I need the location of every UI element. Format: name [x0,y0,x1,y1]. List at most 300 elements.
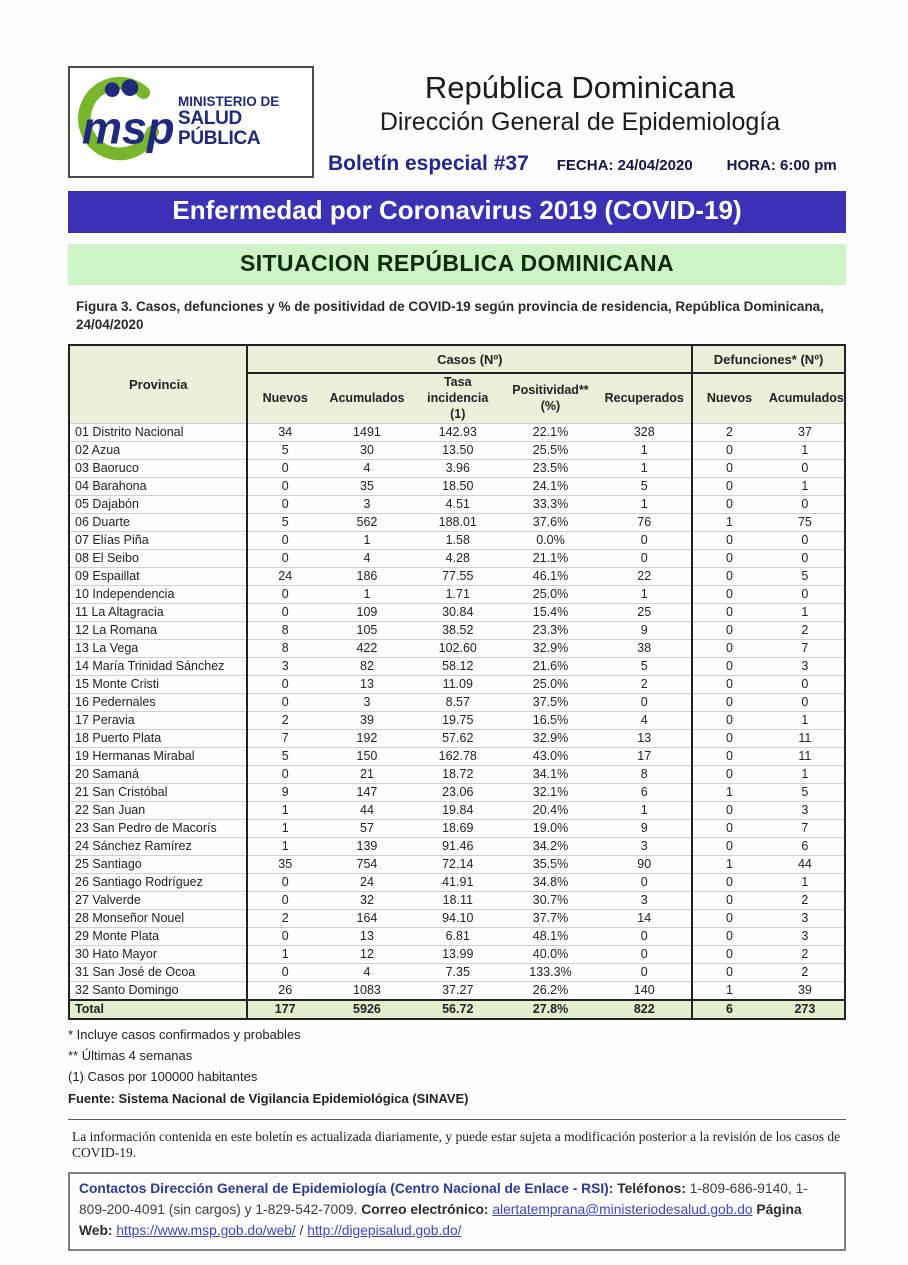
bulletin-date: FECHA: 24/04/2020 [556,157,693,174]
value-cell: 5 [597,658,692,676]
value-cell: 1 [692,856,766,874]
value-cell: 0 [597,550,692,568]
value-cell: 7 [766,640,845,658]
value-cell: 177 [247,1000,321,1019]
value-cell: 11 [766,748,845,766]
department-title: Dirección General de Epidemiología [379,108,781,136]
table-row [69,586,845,604]
value-cell: 57.62 [412,730,504,748]
value-cell: 34 [247,424,321,442]
value-cell: 94.10 [412,910,504,928]
value-cell: 27.8% [504,1000,598,1019]
web-link-msp[interactable]: https://www.msp.gob.do/web/ [116,1222,296,1238]
value-cell: 0 [692,874,766,892]
value-cell: 0 [692,478,766,496]
value-cell: 8 [247,640,321,658]
col-header-provincia: Provincia [69,345,247,423]
table-row [69,478,845,496]
value-cell: 6 [597,784,692,802]
province-cell: 14 María Trinidad Sánchez [69,658,247,676]
value-cell: 150 [322,748,412,766]
province-cell: 03 Baoruco [69,460,247,478]
bulletin-number: Boletín especial #37 [328,152,529,175]
value-cell: 1 [766,766,845,784]
value-cell: 0 [692,820,766,838]
value-cell: 34.2% [504,838,598,856]
value-cell: 0 [692,442,766,460]
col-header-tasa-incidencia [412,373,504,423]
value-cell: 0 [247,874,321,892]
value-cell: 13 [322,676,412,694]
value-cell: 3 [766,928,845,946]
value-cell: 25.5% [504,442,598,460]
table-row [69,694,845,712]
value-cell: 4 [322,460,412,478]
province-cell: 31 San José de Ocoa [69,964,247,982]
value-cell: 0 [247,694,321,712]
value-cell: 2 [247,910,321,928]
province-cell: 06 Duarte [69,514,247,532]
value-cell: 13 [597,730,692,748]
value-cell: 18.72 [412,766,504,784]
value-cell: 12 [322,946,412,964]
value-cell: 11.09 [412,676,504,694]
value-cell: 5 [766,784,845,802]
value-cell: 1.71 [412,586,504,604]
tasa-line2: (1) [450,406,466,421]
province-cell: 10 Independencia [69,586,247,604]
col-group-casos: Casos (Nº) [247,345,692,373]
value-cell: 5926 [322,1000,412,1019]
value-cell: 0 [692,748,766,766]
web-label: Página Web: [79,1202,802,1238]
table-row [69,838,845,856]
value-cell: 1 [692,514,766,532]
value-cell: 38.52 [412,622,504,640]
province-cell: 12 La Romana [69,622,247,640]
province-cell: 15 Monte Cristi [69,676,247,694]
province-cell: 20 Samaná [69,766,247,784]
value-cell: 24 [322,874,412,892]
value-cell: 822 [597,1000,692,1019]
value-cell: 3 [597,838,692,856]
footnote-2: ** Últimas 4 semanas [68,1048,193,1064]
value-cell: 3 [322,694,412,712]
value-cell: 11 [766,730,845,748]
value-cell: 44 [322,802,412,820]
value-cell: 0 [766,694,845,712]
value-cell: 90 [597,856,692,874]
msp-logo-icon [72,72,178,172]
value-cell: 139 [322,838,412,856]
province-cell: Total [69,1000,247,1019]
positividad-line1: Positividad** [512,383,589,398]
value-cell: 0 [247,496,321,514]
source-note: Fuente: Sistema Nacional de Vigilancia Epidemiológica (SINAVE) [68,1091,469,1107]
value-cell: 1 [766,478,845,496]
value-cell: 25 [597,604,692,622]
value-cell: 34.8% [504,874,598,892]
value-cell: 23.3% [504,622,598,640]
value-cell: 0 [247,766,321,784]
value-cell: 0 [597,928,692,946]
value-cell: 0 [597,964,692,982]
value-cell: 35.5% [504,856,598,874]
table-row [69,568,845,586]
value-cell: 2 [766,892,845,910]
bulletin-time: HORA: 6:00 pm [726,157,837,174]
table-row [69,676,845,694]
col-header-def-acumulados: Acumulados [766,373,845,423]
value-cell: 24 [247,568,321,586]
value-cell: 26 [247,982,321,1001]
value-cell: 273 [766,1000,845,1019]
value-cell: 3 [247,658,321,676]
table-row [69,532,845,550]
contacts-box [68,1172,846,1251]
value-cell: 0 [692,730,766,748]
province-cell: 11 La Altagracia [69,604,247,622]
value-cell: 41.91 [412,874,504,892]
province-cell: 07 Elías Piña [69,532,247,550]
value-cell: 0 [247,928,321,946]
value-cell: 1 [766,874,845,892]
phones-value: 1-809-686-9140, 1-809-200-4091 (sin cargos) y 1-829-542-7009. [79,1181,808,1217]
table-row [69,730,845,748]
value-cell: 19.84 [412,802,504,820]
table-row [69,748,845,766]
value-cell: 1 [766,442,845,460]
value-cell: 75 [766,514,845,532]
province-cell: 08 El Seibo [69,550,247,568]
value-cell: 0 [247,892,321,910]
value-cell: 4.28 [412,550,504,568]
table-row [69,550,845,568]
value-cell: 0 [597,946,692,964]
web-link-digepi[interactable]: http://digepisalud.gob.do/ [307,1222,462,1238]
value-cell: 48.1% [504,928,598,946]
province-cell: 13 La Vega [69,640,247,658]
value-cell: 77.55 [412,568,504,586]
value-cell: 0 [692,694,766,712]
value-cell: 0 [692,532,766,550]
value-cell: 39 [766,982,845,1001]
footnote-1: * Incluye casos confirmados y probables [68,1027,301,1043]
value-cell: 37 [766,424,845,442]
value-cell: 7 [247,730,321,748]
tasa-line1: Tasa incidencia [427,375,489,406]
table-row [69,946,845,964]
value-cell: 35 [322,478,412,496]
value-cell: 20.4% [504,802,598,820]
value-cell: 32.1% [504,784,598,802]
value-cell: 0 [692,568,766,586]
bulletin-info-row [314,152,846,176]
value-cell: 0 [597,694,692,712]
value-cell: 0 [247,604,321,622]
contacts-heading: Contactos Dirección General de Epidemiología (Centro Nacional de Enlace - RSI): [79,1181,614,1197]
col-header-positividad [504,373,598,423]
value-cell: 0 [597,532,692,550]
phones-label: Teléfonos: [617,1181,686,1197]
value-cell: 0 [692,622,766,640]
value-cell: 133.3% [504,964,598,982]
province-cell: 27 Valverde [69,892,247,910]
province-cell: 22 San Juan [69,802,247,820]
email-label: Correo electrónico: [361,1202,489,1217]
value-cell: 2 [247,712,321,730]
province-cell: 19 Hermanas Mirabal [69,748,247,766]
province-cell: 05 Dajabón [69,496,247,514]
value-cell: 0 [692,910,766,928]
value-cell: 102.60 [412,640,504,658]
table-body [69,424,845,1020]
value-cell: 0.0% [504,532,598,550]
province-cell: 25 Santiago [69,856,247,874]
province-cell: 01 Distrito Nacional [69,424,247,442]
value-cell: 164 [322,910,412,928]
province-cell: 18 Puerto Plata [69,730,247,748]
value-cell: 0 [692,640,766,658]
value-cell: 6 [692,1000,766,1019]
value-cell: 5 [247,748,321,766]
value-cell: 58.12 [412,658,504,676]
value-cell: 76 [597,514,692,532]
value-cell: 13.99 [412,946,504,964]
value-cell: 19.75 [412,712,504,730]
table-row [69,622,845,640]
value-cell: 0 [692,892,766,910]
value-cell: 15.4% [504,604,598,622]
ministry-line1: MINISTERIO DE [178,94,280,110]
value-cell: 23.5% [504,460,598,478]
value-cell: 1 [766,604,845,622]
table-row [69,928,845,946]
value-cell: 0 [692,802,766,820]
value-cell: 9 [247,784,321,802]
email-link[interactable]: alertatemprana@ministeriodesalud.gob.do [492,1202,753,1217]
value-cell: 82 [322,658,412,676]
value-cell: 6.81 [412,928,504,946]
value-cell: 23.06 [412,784,504,802]
col-header-def-nuevos: Nuevos [692,373,766,423]
value-cell: 0 [247,676,321,694]
col-header-recuperados: Recuperados [597,373,692,423]
table-row [69,874,845,892]
value-cell: 18.50 [412,478,504,496]
value-cell: 19.0% [504,820,598,838]
value-cell: 1 [692,982,766,1001]
msp-logo-box [68,66,314,178]
value-cell: 0 [597,874,692,892]
value-cell: 1.58 [412,532,504,550]
value-cell: 1 [597,802,692,820]
province-cell: 04 Barahona [69,478,247,496]
value-cell: 13 [322,928,412,946]
value-cell: 1083 [322,982,412,1001]
value-cell: 21 [322,766,412,784]
value-cell: 1 [597,460,692,478]
table-row [69,856,845,874]
value-cell: 18.11 [412,892,504,910]
value-cell: 1 [322,586,412,604]
value-cell: 422 [322,640,412,658]
table-row [69,982,845,1001]
value-cell: 5 [597,478,692,496]
value-cell: 24.1% [504,478,598,496]
value-cell: 3 [766,910,845,928]
value-cell: 8 [247,622,321,640]
value-cell: 91.46 [412,838,504,856]
value-cell: 147 [322,784,412,802]
value-cell: 72.14 [412,856,504,874]
value-cell: 5 [247,442,321,460]
value-cell: 25.0% [504,586,598,604]
table-row [69,910,845,928]
province-cell: 29 Monte Plata [69,928,247,946]
value-cell: 33.3% [504,496,598,514]
divider-line [68,1119,846,1120]
province-cell: 02 Azua [69,442,247,460]
table-row [69,658,845,676]
svg-text:msp: msp [81,102,175,154]
col-header-nuevos: Nuevos [247,373,321,423]
value-cell: 38 [597,640,692,658]
value-cell: 9 [597,820,692,838]
province-cell: 17 Peravia [69,712,247,730]
value-cell: 26.2% [504,982,598,1001]
value-cell: 3 [597,892,692,910]
value-cell: 30.7% [504,892,598,910]
value-cell: 0 [692,676,766,694]
value-cell: 1 [597,442,692,460]
footnotes [68,1027,846,1106]
value-cell: 8.57 [412,694,504,712]
table-row [69,820,845,838]
ministry-line2: SALUD PÚBLICA [178,108,261,150]
value-cell: 6 [766,838,845,856]
value-cell: 1 [766,712,845,730]
value-cell: 56.72 [412,1000,504,1019]
value-cell: 5 [766,568,845,586]
value-cell: 21.6% [504,658,598,676]
value-cell: 43.0% [504,748,598,766]
value-cell: 0 [247,460,321,478]
value-cell: 2 [766,622,845,640]
table-row [69,802,845,820]
value-cell: 3 [766,658,845,676]
value-cell: 35 [247,856,321,874]
positividad-line2: (%) [540,398,561,413]
province-cell: 16 Pedernales [69,694,247,712]
header [68,66,846,178]
table-row [69,784,845,802]
value-cell: 1 [692,784,766,802]
value-cell: 1 [322,532,412,550]
value-cell: 0 [247,532,321,550]
value-cell: 1 [247,946,321,964]
value-cell: 0 [247,550,321,568]
value-cell: 30 [322,442,412,460]
value-cell: 37.27 [412,982,504,1001]
value-cell: 37.6% [504,514,598,532]
value-cell: 1 [597,496,692,514]
value-cell: 0 [692,586,766,604]
value-cell: 37.7% [504,910,598,928]
table-row [69,496,845,514]
value-cell: 13.50 [412,442,504,460]
province-cell: 24 Sánchez Ramírez [69,838,247,856]
value-cell: 39 [322,712,412,730]
value-cell: 0 [692,550,766,568]
value-cell: 7 [766,820,845,838]
table-row [69,766,845,784]
provinces-table [68,344,846,1020]
value-cell: 109 [322,604,412,622]
value-cell: 37.5% [504,694,598,712]
province-cell: 32 Santo Domingo [69,982,247,1001]
value-cell: 142.93 [412,424,504,442]
value-cell: 2 [692,424,766,442]
value-cell: 0 [766,496,845,514]
col-header-acumulados: Acumulados [322,373,412,423]
value-cell: 754 [322,856,412,874]
table-row [69,442,845,460]
table-row [69,712,845,730]
value-cell: 8 [597,766,692,784]
value-cell: 25.0% [504,676,598,694]
value-cell: 0 [692,658,766,676]
link-separator: / [299,1222,304,1238]
value-cell: 0 [692,460,766,478]
value-cell: 0 [766,532,845,550]
value-cell: 0 [247,586,321,604]
value-cell: 32.9% [504,640,598,658]
province-cell: 30 Hato Mayor [69,946,247,964]
value-cell: 17 [597,748,692,766]
country-title: República Dominicana [424,70,736,105]
disclaimer-text: La información contenida en este boletín es actualizada diariamente, y puede estar sujeta a modificación posterior a la revisión de los casos de COVID-19. [72,1129,841,1161]
value-cell: 34.1% [504,766,598,784]
value-cell: 44 [766,856,845,874]
province-cell: 26 Santiago Rodríguez [69,874,247,892]
value-cell: 18.69 [412,820,504,838]
value-cell: 0 [692,838,766,856]
value-cell: 2 [597,676,692,694]
value-cell: 1 [597,586,692,604]
value-cell: 0 [692,928,766,946]
value-cell: 192 [322,730,412,748]
table-group-header-row [69,345,845,373]
value-cell: 0 [766,460,845,478]
value-cell: 0 [692,712,766,730]
value-cell: 1 [247,820,321,838]
value-cell: 0 [247,964,321,982]
value-cell: 4.51 [412,496,504,514]
value-cell: 0 [766,586,845,604]
value-cell: 40.0% [504,946,598,964]
value-cell: 16.5% [504,712,598,730]
value-cell: 328 [597,424,692,442]
province-cell: 09 Espaillat [69,568,247,586]
value-cell: 186 [322,568,412,586]
table-row [69,964,845,982]
value-cell: 30.84 [412,604,504,622]
value-cell: 22.1% [504,424,598,442]
table-row [69,460,845,478]
value-cell: 105 [322,622,412,640]
value-cell: 0 [692,496,766,514]
